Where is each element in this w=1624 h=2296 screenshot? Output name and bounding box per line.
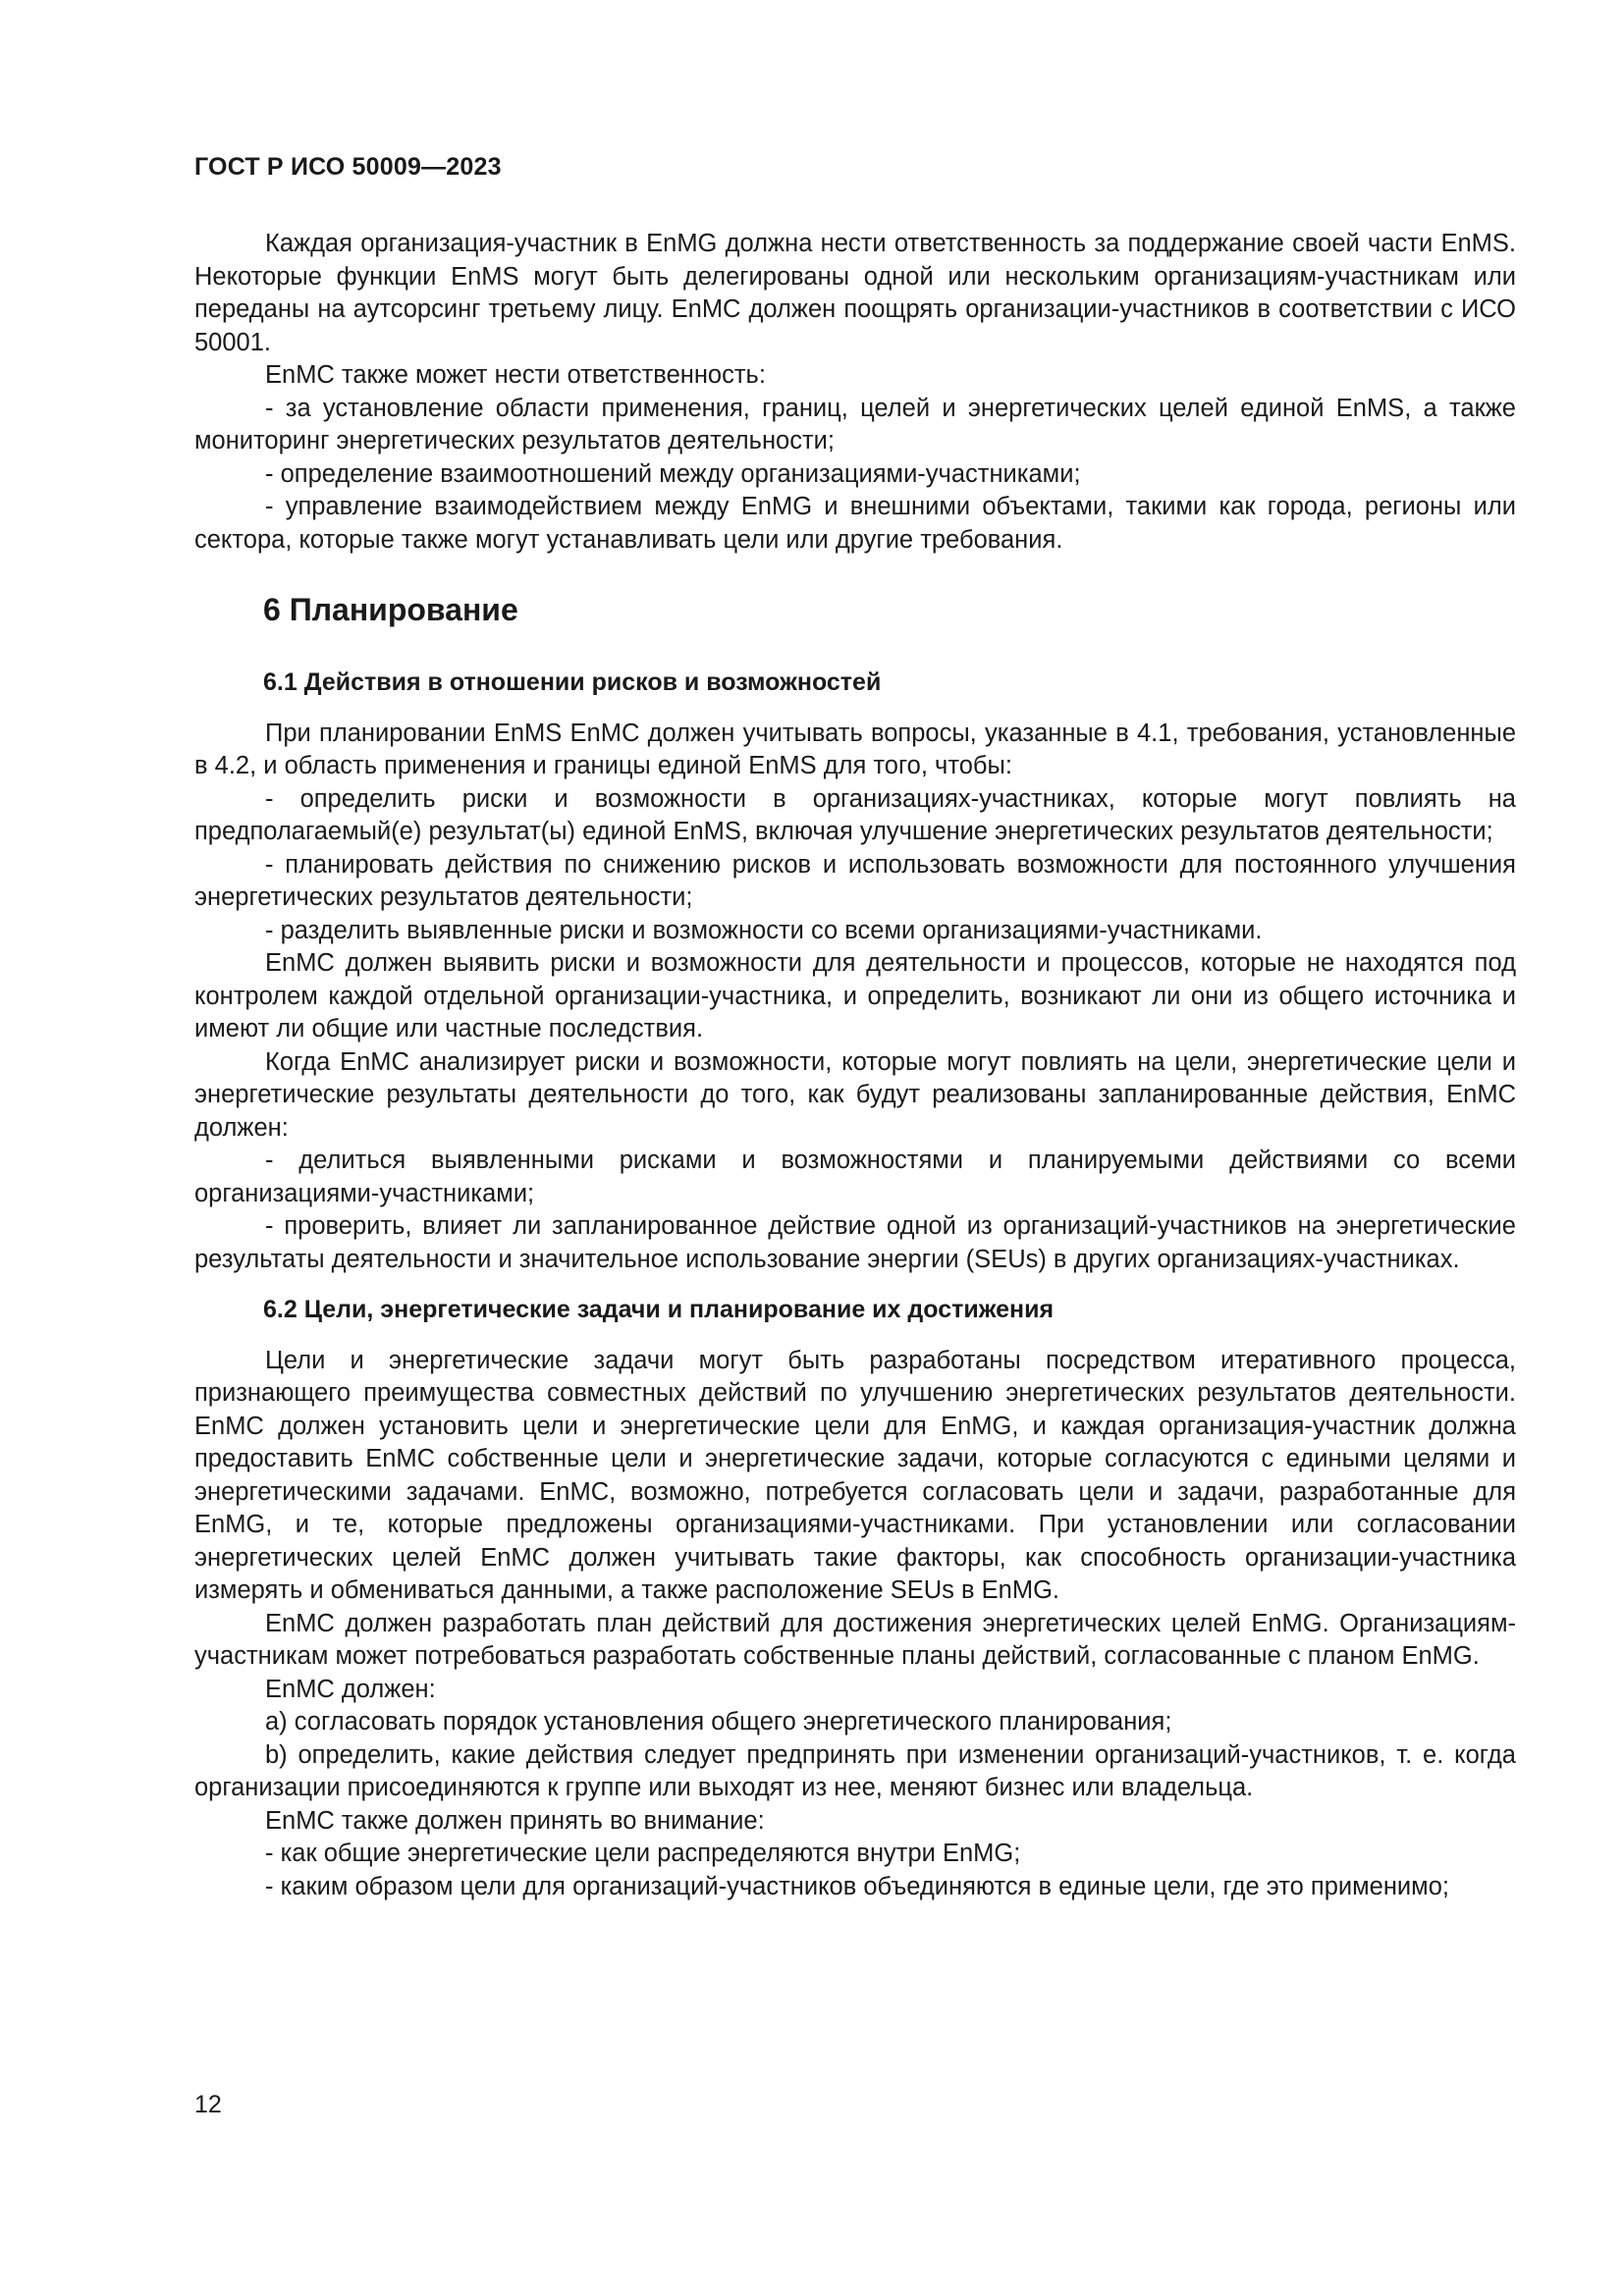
section-heading: 6 Планирование	[263, 592, 518, 627]
subsection-heading: 6.2 Цели, энергетические задачи и планирование их достижения	[263, 1296, 1055, 1323]
list-item: - разделить выявленные риски и возможности со всеми организациями-участниками.	[265, 916, 1263, 944]
list-item: - определить риски и возможности в организациях-участниках, которые могут повлиять на предполагаемый(е) результат(ы) единой EnMS, включая улучшение энергетических результатов деятельности;	[194, 784, 1516, 845]
document-code: ГОСТ Р ИСО 50009—2023	[194, 153, 502, 181]
page-content	[194, 228, 1516, 1903]
list-item: - каким образом цели для организаций-участников объединяются в единые цели, где это применимо;	[265, 1872, 1449, 1900]
list-item: a) согласовать порядок установления общего энергетического планирования;	[265, 1708, 1172, 1735]
list-item: - как общие энергетические цели распределяются внутри EnMG;	[265, 1840, 1021, 1867]
paragraph: EnMC должен выявить риски и возможности для деятельности и процессов, которые не находятся под контролем каждой отдельной организации-участника, и определить, возникают ли они из общего источника и имеют ли общие или частные последствия.	[194, 949, 1516, 1042]
paragraph: EnMC должен:	[265, 1675, 436, 1703]
paragraph: EnMC должен разработать план действий для достижения энергетических целей EnMG. Организациям-участникам может потребоваться разработать собственные планы действий, согласованные с планом EnMG.	[194, 1609, 1516, 1670]
list-item: b) определить, какие действия следует предпринять при изменении организаций-участников, т. е. когда организации присоединяются к группе или выходят из нее, меняют бизнес или владельца.	[194, 1740, 1516, 1801]
paragraph: EnMC также может нести ответственность:	[265, 361, 766, 389]
list-item: - за установление области применения, границ, целей и энергетических целей единой EnMS, а также мониторинг энергетических результатов деятельности;	[194, 394, 1516, 454]
list-item: - делиться выявленными рисками и возможностями и планируемыми действиями со всеми организациями-участниками;	[194, 1147, 1516, 1207]
list-item: - планировать действия по снижению рисков и использовать возможности для постоянного улучшения энергетических результатов деятельности;	[194, 850, 1516, 911]
paragraph: Когда EnMC анализирует риски и возможности, которые могут повлиять на цели, энергетические цели и энергетические результаты деятельности до того, как будут реализованы запланированные действия, EnMC должен:	[194, 1047, 1516, 1142]
page-number: 12	[194, 2091, 222, 2118]
list-item: - определение взаимоотношений между организациями-участниками;	[265, 459, 1081, 488]
list-item: - проверить, влияет ли запланированное действие одной из организаций-участников на энергетические результаты деятельности и значительное использование энергии (SEUs) в других организациях-участниках.	[194, 1212, 1516, 1273]
list-item: - управление взаимодействием между EnMG и внешними объектами, такими как города, регионы или сектора, которые также могут устанавливать цели или другие требования.	[194, 493, 1516, 554]
paragraph: Цели и энергетические задачи могут быть разработаны посредством итеративного процесса, признающего преимущества совместных действий по улучшению энергетических результатов деятельности. EnMC должен установить цели и энергетические цели для EnMG, и каждая организация-участник должна предоставить EnMC собственные цели и энергетические задачи, которые согласуются с едиными целями и энергетическими задачами. EnMC, возможно, потребуется согласовать цели и задачи, разработанные для EnMG, и те, которые предложены организациями-участниками. При установлении или согласовании энергетических целей EnMC должен учитывать такие факторы, как способность организации-участника измерять и обмениваться данными, а также расположение SEUs в EnMG.	[194, 1346, 1516, 1604]
paragraph: При планировании EnMS EnMC должен учитывать вопросы, указанные в 4.1, требования, установленные в 4.2, и область применения и границы единой EnMS для того, чтобы:	[194, 719, 1516, 779]
paragraph: Каждая организация-участник в EnMG должна нести ответственность за поддержание своей части EnMS. Некоторые функции EnMS могут быть делегированы одной или нескольким организациям-участникам или переданы на аутсорсинг третьему лицу. EnMC должен поощрять организации-участников в соответствии с ИСО 50001.	[194, 230, 1516, 356]
paragraph: EnMC также должен принять во внимание:	[265, 1806, 765, 1835]
subsection-heading: 6.1 Действия в отношении рисков и возможностей	[263, 668, 882, 696]
